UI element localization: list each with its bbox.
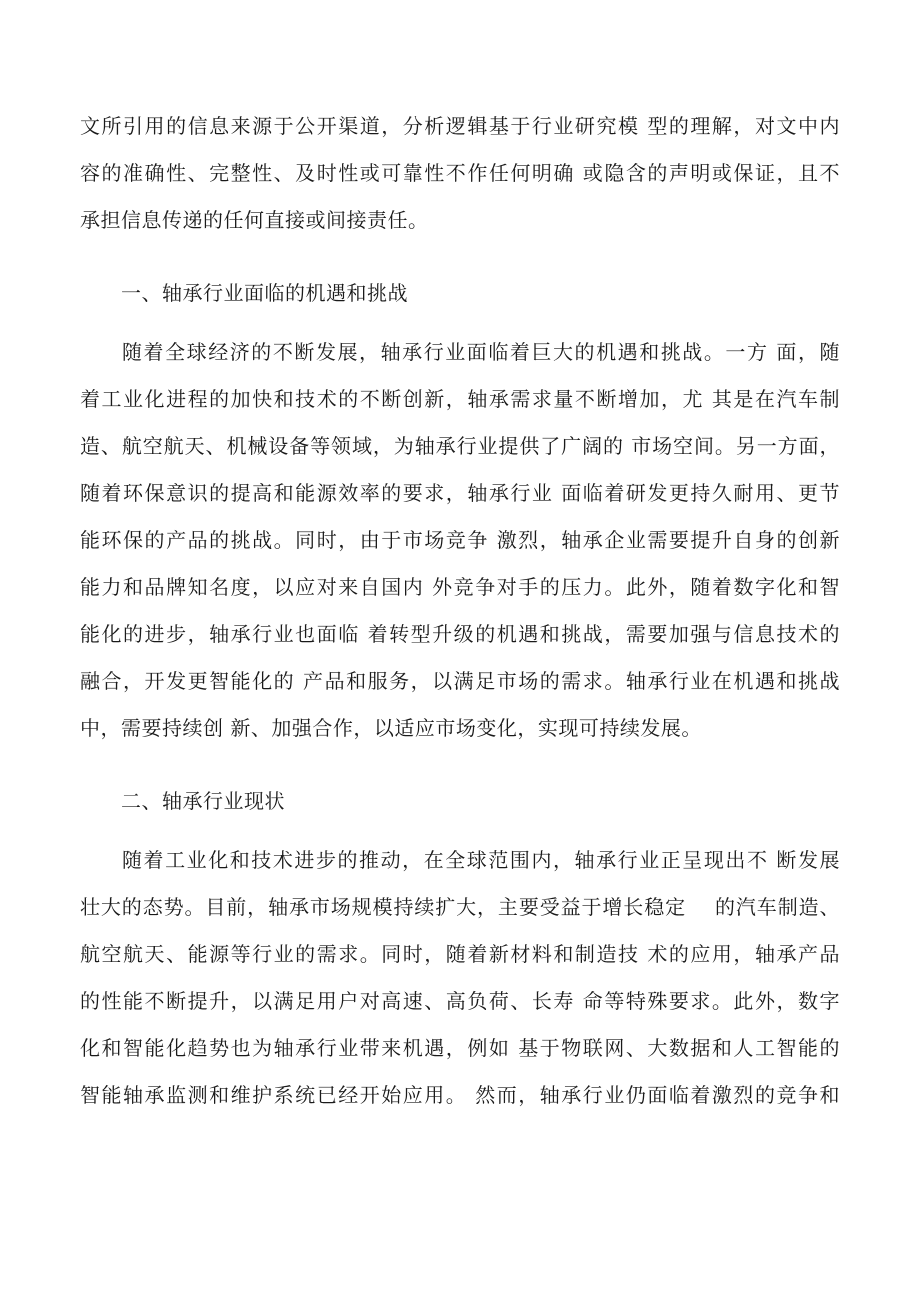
section2-line-2: 壮大的态势。目前，轴承市场规模持续扩大，主要受益于增长稳定 的汽车制造、 [80, 895, 840, 919]
section1-line-8: 融合，开发更智能化的 产品和服务，以满足市场的需求。轴承行业在机遇和挑战 [80, 669, 840, 693]
section1-line-1: 随着全球经济的不断发展，轴承行业面临着巨大的机遇和挑战。一方 面，随 [122, 340, 840, 364]
section2-line-6: 智能轴承监测和维护系统已经开始应用。 然而，轴承行业仍面临着激烈的竞争和 [80, 1083, 840, 1107]
section1-line-3: 造、航空航天、机械设备等领域，为轴承行业提供了广阔的 市场空间。另一方面， [80, 434, 840, 458]
intro-line-3: 承担信息传递的任何直接或间接责任。 [80, 208, 429, 232]
section2-line-1: 随着工业化和技术进步的推动，在全球范围内，轴承行业正呈现出不 断发展 [122, 848, 840, 872]
intro-line-2: 容的准确性、完整性、及时性或可靠性不作任何明确 或隐含的声明或保证，且不 [80, 161, 840, 185]
section1-line-9: 中，需要持续创 新、加强合作，以适应市场变化，实现可持续发展。 [80, 716, 702, 740]
section2-line-3: 航空航天、能源等行业的需求。同时，随着新材料和制造技 术的应用，轴承产品 [80, 942, 840, 966]
section2-line-4: 的性能不断提升，以满足用户对高速、高负荷、长寿 命等特殊要求。此外，数字 [80, 989, 840, 1013]
section1-line-4: 随着环保意识的提高和能源效率的要求，轴承行业 面临着研发更持久耐用、更节 [80, 481, 840, 505]
section1-line-6: 能力和品牌知名度，以应对来自国内 外竞争对手的压力。此外，随着数字化和智 [80, 575, 840, 599]
section1-heading: 一、轴承行业面临的机遇和挑战 [121, 281, 408, 305]
section1-line-7: 能化的进步，轴承行业也面临 着转型升级的机遇和挑战，需要加强与信息技术的 [80, 622, 840, 646]
section1-line-2: 着工业化进程的加快和技术的不断创新，轴承需求量不断增加，尤 其是在汽车制 [80, 387, 840, 411]
section2-heading: 二、轴承行业现状 [121, 789, 285, 813]
section1-line-5: 能环保的产品的挑战。同时，由于市场竞争 激烈，轴承企业需要提升自身的创新 [80, 528, 840, 552]
section2-line-5: 化和智能化趋势也为轴承行业带来机遇，例如 基于物联网、大数据和人工智能的 [80, 1036, 840, 1060]
intro-line-1: 文所引用的信息来源于公开渠道，分析逻辑基于行业研究模 型的理解，对文中内 [80, 114, 840, 138]
